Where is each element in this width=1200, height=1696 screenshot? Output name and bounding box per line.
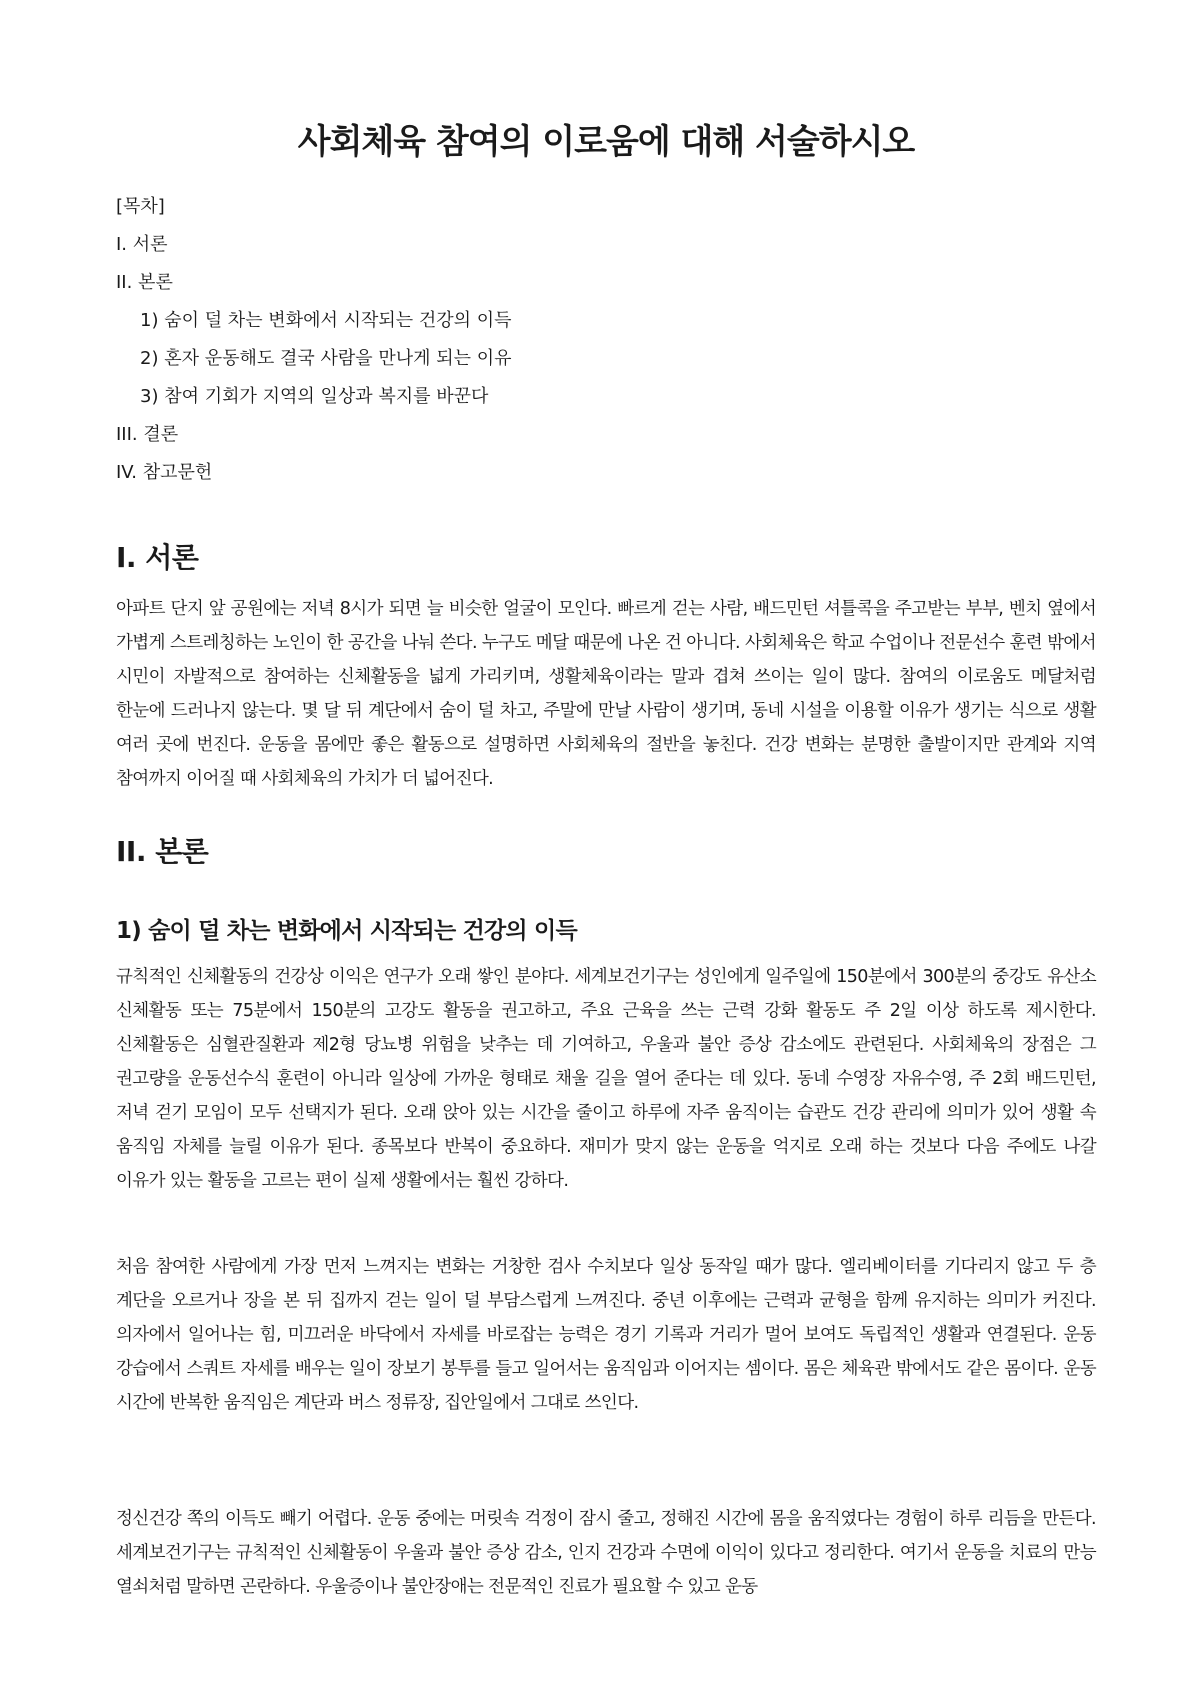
toc-heading: [목차] — [116, 196, 165, 217]
section-heading-body: II. 본론 — [116, 835, 209, 868]
subsection-heading-health: 1) 숨이 덜 차는 변화에서 시작되는 건강의 이득 — [116, 918, 577, 944]
introduction-paragraph: 아파트 단지 앞 공원에는 저녁 8시가 되면 늘 비슷한 얼굴이 모인다. 빠르게 걷는 사람, 배드민턴 셔틀콕을 주고받는 부부, 벤치 옆에서 가볍게 스트레칭하는 노인이 한 공간을 나눠 쓴다. 누구도 메달 때문에 나온 건 아니다. 사회체육은 학교 수업이나 전문선수 훈련 밖에서 시민이 자발적으로 참여하는 신체활동을 넓게 가리키며, 생활체육이라는 말과 겹쳐 쓰이는 일이 많다. 참여의 이로움도 메달처럼 한눈에 드러나지 않는다. 몇 달 뒤 계단에서 숨이 덜 차고, 주말에 만날 사람이 생기며, 동네 시설을 이용할 이유가 생기는 식으로 생활 여러 곳에 번진다. 운동을 몸에만 좋은 활동으로 설명하면 사회체육의 절반을 놓친다. 건강 변화는 분명한 출발이지만 관계와 지역 참여까지 이어질 때 사회체육의 가치가 더 넓어진다. — [116, 599, 1096, 789]
table-of-contents — [116, 188, 1096, 492]
health-paragraph-3: 정신건강 쪽의 이득도 빼기 어렵다. 운동 중에는 머릿속 걱정이 잠시 줄고, 정해진 시간에 몸을 움직였다는 경험이 하루 리듬을 만든다. 세계보건기구는 규칙적인 신체활동이 우울과 불안 증상 감소, 인지 건강과 수면에 이익이 있다고 정리한다. 여기서 운동을 치료의 만능 열쇠처럼 말하면 곤란하다. 우울증이나 불안장애는 전문적인 진료가 필요할 수 있고 운동 — [116, 1509, 1096, 1597]
toc-item-body-2: 2) 혼자 운동해도 결국 사람을 만나게 되는 이유 — [140, 348, 512, 369]
toc-item-body-3: 3) 참여 기회가 지역의 일상과 복지를 바꾼다 — [140, 386, 489, 407]
toc-item-body: II. 본론 — [116, 272, 173, 293]
document-title: 사회체육 참여의 이로움에 대해 서술하시오 — [297, 122, 915, 162]
toc-item-introduction: I. 서론 — [116, 234, 168, 255]
toc-item-references: IV. 참고문헌 — [116, 462, 213, 483]
toc-item-body-1: 1) 숨이 덜 차는 변화에서 시작되는 건강의 이득 — [140, 310, 512, 331]
health-paragraph-1: 규칙적인 신체활동의 건강상 이익은 연구가 오래 쌓인 분야다. 세계보건기구는 성인에게 일주일에 150분에서 300분의 중강도 유산소 신체활동 또는 75분에서 150분의 고강도 활동을 권고하고, 주요 근육을 쓰는 근력 강화 활동도 주 2일 이상 하도록 제시한다. 신체활동은 심혈관질환과 제2형 당뇨병 위험을 낮추는 데 기여하고, 우울과 불안 증상 감소에도 관련된다. 사회체육의 장점은 그 권고량을 운동선수식 훈련이 아니라 일상에 가까운 형태로 채울 길을 열어 준다는 데 있다. 동네 수영장 자유수영, 주 2회 배드민턴, 저녁 걷기 모임이 모두 선택지가 된다. 오래 앉아 있는 시간을 줄이고 하루에 자주 움직이는 습관도 건강 관리에 의미가 있어 생활 속 움직임 자체를 늘릴 이유가 된다. 종목보다 반복이 중요하다. 재미가 맞지 않는 운동을 억지로 오래 하는 것보다 다음 주에도 나갈 이유가 있는 활동을 고르는 편이 실제 생활에서는 훨씬 강하다. — [116, 967, 1096, 1191]
health-paragraph-2: 처음 참여한 사람에게 가장 먼저 느껴지는 변화는 거창한 검사 수치보다 일상 동작일 때가 많다. 엘리베이터를 기다리지 않고 두 층 계단을 오르거나 장을 본 뒤 집까지 걷는 일이 덜 부담스럽게 느껴진다. 중년 이후에는 근력과 균형을 함께 유지하는 의미가 커진다. 의자에서 일어나는 힘, 미끄러운 바닥에서 자세를 바로잡는 능력은 경기 기록과 거리가 멀어 보여도 독립적인 생활과 연결된다. 운동 강습에서 스쿼트 자세를 배우는 일이 장보기 봉투를 들고 일어서는 움직임과 이어지는 셈이다. 몸은 체육관 밖에서도 같은 몸이다. 운동 시간에 반복한 움직임은 계단과 버스 정류장, 집안일에서 그대로 쓰인다. — [116, 1257, 1096, 1413]
section-heading-introduction: I. 서론 — [116, 541, 199, 574]
toc-item-conclusion: III. 결론 — [116, 424, 179, 445]
